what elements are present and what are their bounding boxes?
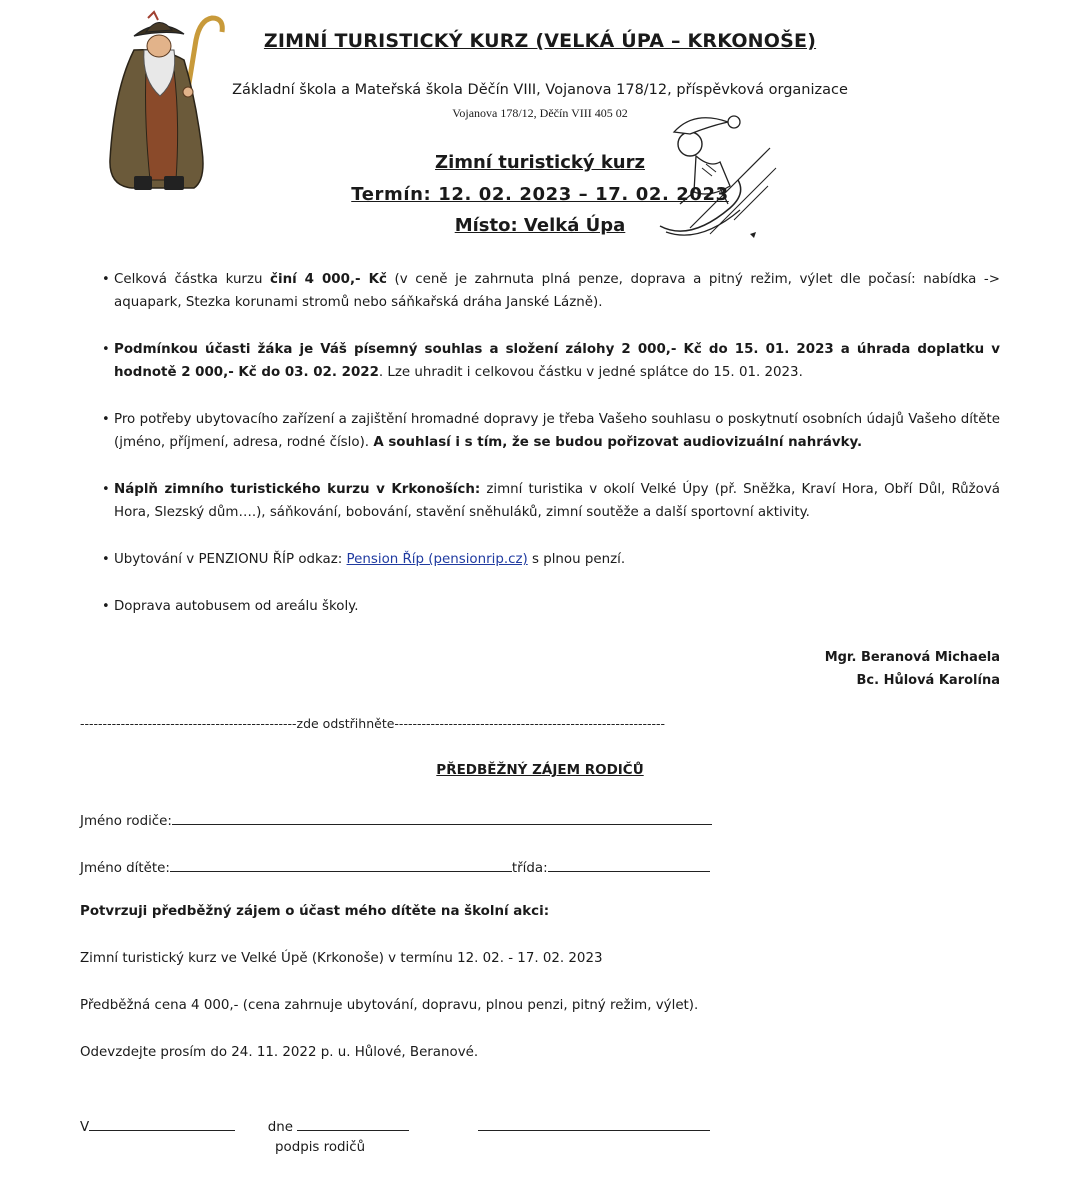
signature-caption: podpis rodičů [275, 1140, 366, 1155]
confirm-text: Potvrzuji předběžný zájem o účast mého dítěte na školní akci: [80, 904, 550, 919]
cut-label: zde odstřihněte [296, 716, 395, 731]
date-label: dne [267, 1120, 293, 1135]
event-text: Zimní turistický kurz ve Velké Úpě (Krkonoše) v termínu 12. 02. - 17. 02. 2023 [80, 951, 603, 966]
list-item-price [100, 268, 1000, 314]
price-text: Celková částka kurzu [114, 272, 271, 287]
parent-name-field[interactable] [172, 810, 712, 825]
info-list [100, 268, 1000, 642]
list-item-program [100, 478, 1000, 524]
krakonos-illustration [104, 10, 234, 194]
return-note: Odevzdejte prosím do 24. 11. 2022 p. u. Hůlové, Beranové. [80, 1045, 479, 1060]
transport-text: Doprava autobusem od areálu školy. [114, 599, 359, 614]
parent-signature-field[interactable] [478, 1116, 710, 1131]
document-title: ZIMNÍ TURISTICKÝ KURZ (VELKÁ ÚPA – KRKONOŠE) [263, 30, 817, 52]
date-field[interactable] [297, 1116, 409, 1131]
signatures [825, 646, 1000, 692]
list-item-accommodation [100, 548, 1000, 571]
signature-name-2: Bc. Hůlová Karolína [856, 673, 1000, 688]
signature-row [80, 1116, 710, 1135]
place-field[interactable] [89, 1116, 235, 1131]
accommodation-text: Ubytování v PENZIONU ŘÍP odkaz: [114, 552, 347, 567]
list-item-condition [100, 338, 1000, 384]
cut-line [80, 716, 665, 731]
program-text: zimní turistika v okolí Velké Úpy (př. Sněžka, Kraví Hora, Obří Důl, Růžová Hora, Slezský dům….), sáňkování, bobování, stavění sněhuláků, zimní soutěže a další sportovní aktivity. [114, 482, 1000, 520]
list-item-transport [100, 595, 1000, 618]
accommodation-post: s plnou penzí. [527, 552, 626, 567]
course-place: Místo: Velká Úpa [454, 215, 626, 236]
form-title: PŘEDBĚŽNÝ ZÁJEM RODIČŮ [436, 762, 644, 778]
parent-name-row [80, 810, 712, 829]
child-name-label: Jméno dítěte: [80, 861, 170, 876]
cut-dashes-right: ------------------------------------------------------------ [394, 716, 666, 731]
condition-heading: Podmínkou účasti žáka [114, 342, 293, 357]
school-address: Vojanova 178/12, Děčín VIII 405 02 [452, 106, 628, 120]
school-name: Základní škola a Mateřská škola Děčín VIII, Vojanova 178/12, příspěvková organizace [232, 82, 848, 98]
parent-name-label: Jméno rodiče: [80, 814, 172, 829]
class-field[interactable] [548, 857, 710, 872]
class-label: třída: [511, 861, 548, 876]
child-name-field[interactable] [170, 857, 512, 872]
child-name-row [80, 857, 710, 876]
gdpr-media-consent: A souhlasí i s tím, že se budou pořizovat audiovizuální nahrávky. [373, 435, 863, 450]
price-note: Předběžná cena 4 000,- (cena zahrnuje ubytování, dopravu, plnou penzi, pitný režim, výlet). [80, 998, 699, 1013]
condition-note: . Lze uhradit i celkovou částku v jedné splátce do 15. 01. 2023. [378, 365, 803, 380]
place-label: V [80, 1120, 90, 1135]
price-amount: činí 4 000,- Kč [270, 272, 387, 287]
course-subtitle: Zimní turistický kurz [435, 152, 645, 173]
cut-dashes-left: ------------------------------------------------ [80, 716, 297, 731]
program-heading: Náplň zimního turistického kurzu v Krkonoších: [114, 482, 481, 497]
signature-name-1: Mgr. Beranová Michaela [824, 650, 1000, 665]
course-term: Termín: 12. 02. 2023 – 17. 02. 2023 [351, 184, 729, 205]
pension-link[interactable]: Pension Říp (pensionrip.cz) [346, 552, 528, 567]
condition-text: je Váš písemný souhlas a složení zálohy 2 000,- Kč do 15. 01. 2023 a úhrada doplatku v hodnotě 2 000,- Kč do 03. 02. 2022 [114, 342, 1001, 380]
gdpr-text: Pro potřeby ubytovacího zařízení a zajištění hromadné dopravy je třeba Vašeho souhlasu o poskytnutí osobních údajů Vašeho dítěte (jméno, příjmení, adresa, rodné číslo). [114, 412, 1000, 450]
list-item-gdpr [100, 408, 1000, 454]
price-details: (v ceně je zahrnuta plná penze, doprava a pitný režim, výlet dle počasí: nabídka -> aquapark, Stezka korunami stromů nebo sáňkařská dráha Janské Lázně). [114, 272, 1000, 310]
